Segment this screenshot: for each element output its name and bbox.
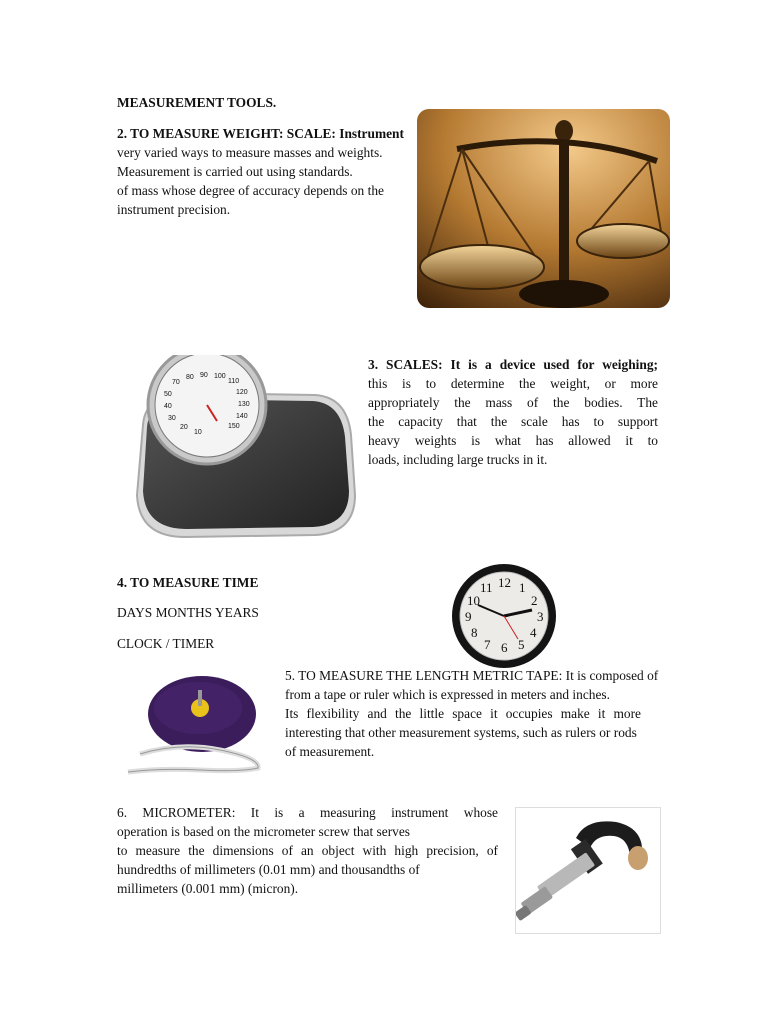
clock-number: 6	[501, 640, 508, 655]
balance-scale-image	[417, 109, 670, 308]
section-scales-line: heavy weights is what has allowed it to	[368, 433, 658, 448]
section-length-line: of measurement.	[285, 744, 375, 759]
section-time-line: CLOCK / TIMER	[117, 636, 215, 651]
dial-number: 40	[164, 403, 172, 410]
dial-number: 100	[214, 373, 226, 380]
dial-number: 30	[168, 415, 176, 422]
section-micrometer-line: millimeters (0.001 mm) (micron).	[117, 881, 299, 896]
section-weight-line: very varied ways to measure masses and weights.	[117, 145, 383, 160]
page-heading: MEASUREMENT TOOLS.	[117, 95, 277, 110]
clock-number: 3	[537, 609, 544, 624]
dial-number: 110	[228, 378, 240, 385]
section-time-title: 4. TO MEASURE TIME	[117, 575, 259, 590]
section-micrometer-line: to measure the dimensions of an object with high precision, of	[117, 843, 498, 858]
section-scales-line: loads, including large trucks in it.	[368, 452, 548, 467]
section-length-line: Its flexibility and the little space it occupies make it more	[285, 706, 641, 721]
section-length-line: from a tape or ruler which is expressed in meters and inches.	[285, 687, 610, 702]
clock-number: 4	[530, 625, 537, 640]
section-micrometer-line: hundredths of millimeters (0.01 mm) and thousandths of	[117, 862, 420, 877]
measuring-tape-image	[120, 672, 270, 782]
section-scales-title: 3. SCALES: It is a device used for weighing;	[368, 357, 658, 372]
section-micrometer-line: operation is based on the micrometer screw that serves	[117, 824, 411, 839]
dial-number: 120	[236, 389, 248, 396]
dial-number: 70	[172, 379, 180, 386]
section-weight-line: of mass whose degree of accuracy depends on the	[117, 183, 384, 198]
clock-number: 11	[480, 580, 493, 595]
section-scales-line: this is to determine the weight, or more	[368, 376, 658, 391]
clock-number: 5	[518, 637, 525, 652]
clock-number: 10	[467, 593, 480, 608]
scale-dial-numbers	[160, 369, 260, 439]
section-time-line: DAYS MONTHS YEARS	[117, 605, 259, 620]
micrometer-image	[515, 807, 661, 934]
section-scales-line: appropriately the mass of the bodies. The	[368, 395, 658, 410]
clock-number: 12	[498, 575, 511, 590]
section-scales-line: the capacity that the scale has to support	[368, 414, 658, 429]
clock-number: 1	[519, 580, 526, 595]
section-length	[285, 666, 685, 761]
dial-number: 140	[236, 413, 248, 420]
dial-number: 150	[228, 423, 240, 430]
section-length-line: interesting that other measurement systems, such as rulers or rods	[285, 725, 637, 740]
dial-number: 20	[180, 424, 188, 431]
bathroom-scale-image	[125, 355, 357, 543]
dial-number: 10	[194, 429, 202, 436]
section-weight-title: 2. TO MEASURE WEIGHT: SCALE: Instrument	[117, 126, 404, 141]
section-scales	[368, 355, 658, 469]
wall-clock-image	[448, 563, 560, 669]
section-weight-line: Measurement is carried out using standards.	[117, 164, 353, 179]
clock-number: 8	[471, 625, 478, 640]
clock-face	[448, 563, 560, 669]
dial-number: 50	[164, 391, 172, 398]
section-micrometer-title: 6. MICROMETER: It is a measuring instrument whose	[117, 805, 498, 820]
clock-number: 7	[484, 637, 491, 652]
section-weight	[117, 124, 417, 219]
clock-number: 9	[465, 609, 472, 624]
section-weight-line: instrument precision.	[117, 202, 231, 217]
dial-number: 130	[238, 401, 250, 408]
dial-number: 90	[200, 372, 208, 379]
section-micrometer	[117, 803, 498, 898]
section-length-title: 5. TO MEASURE THE LENGTH METRIC TAPE: It is composed of	[285, 668, 659, 683]
dial-number: 80	[186, 374, 194, 381]
clock-number: 2	[531, 593, 538, 608]
